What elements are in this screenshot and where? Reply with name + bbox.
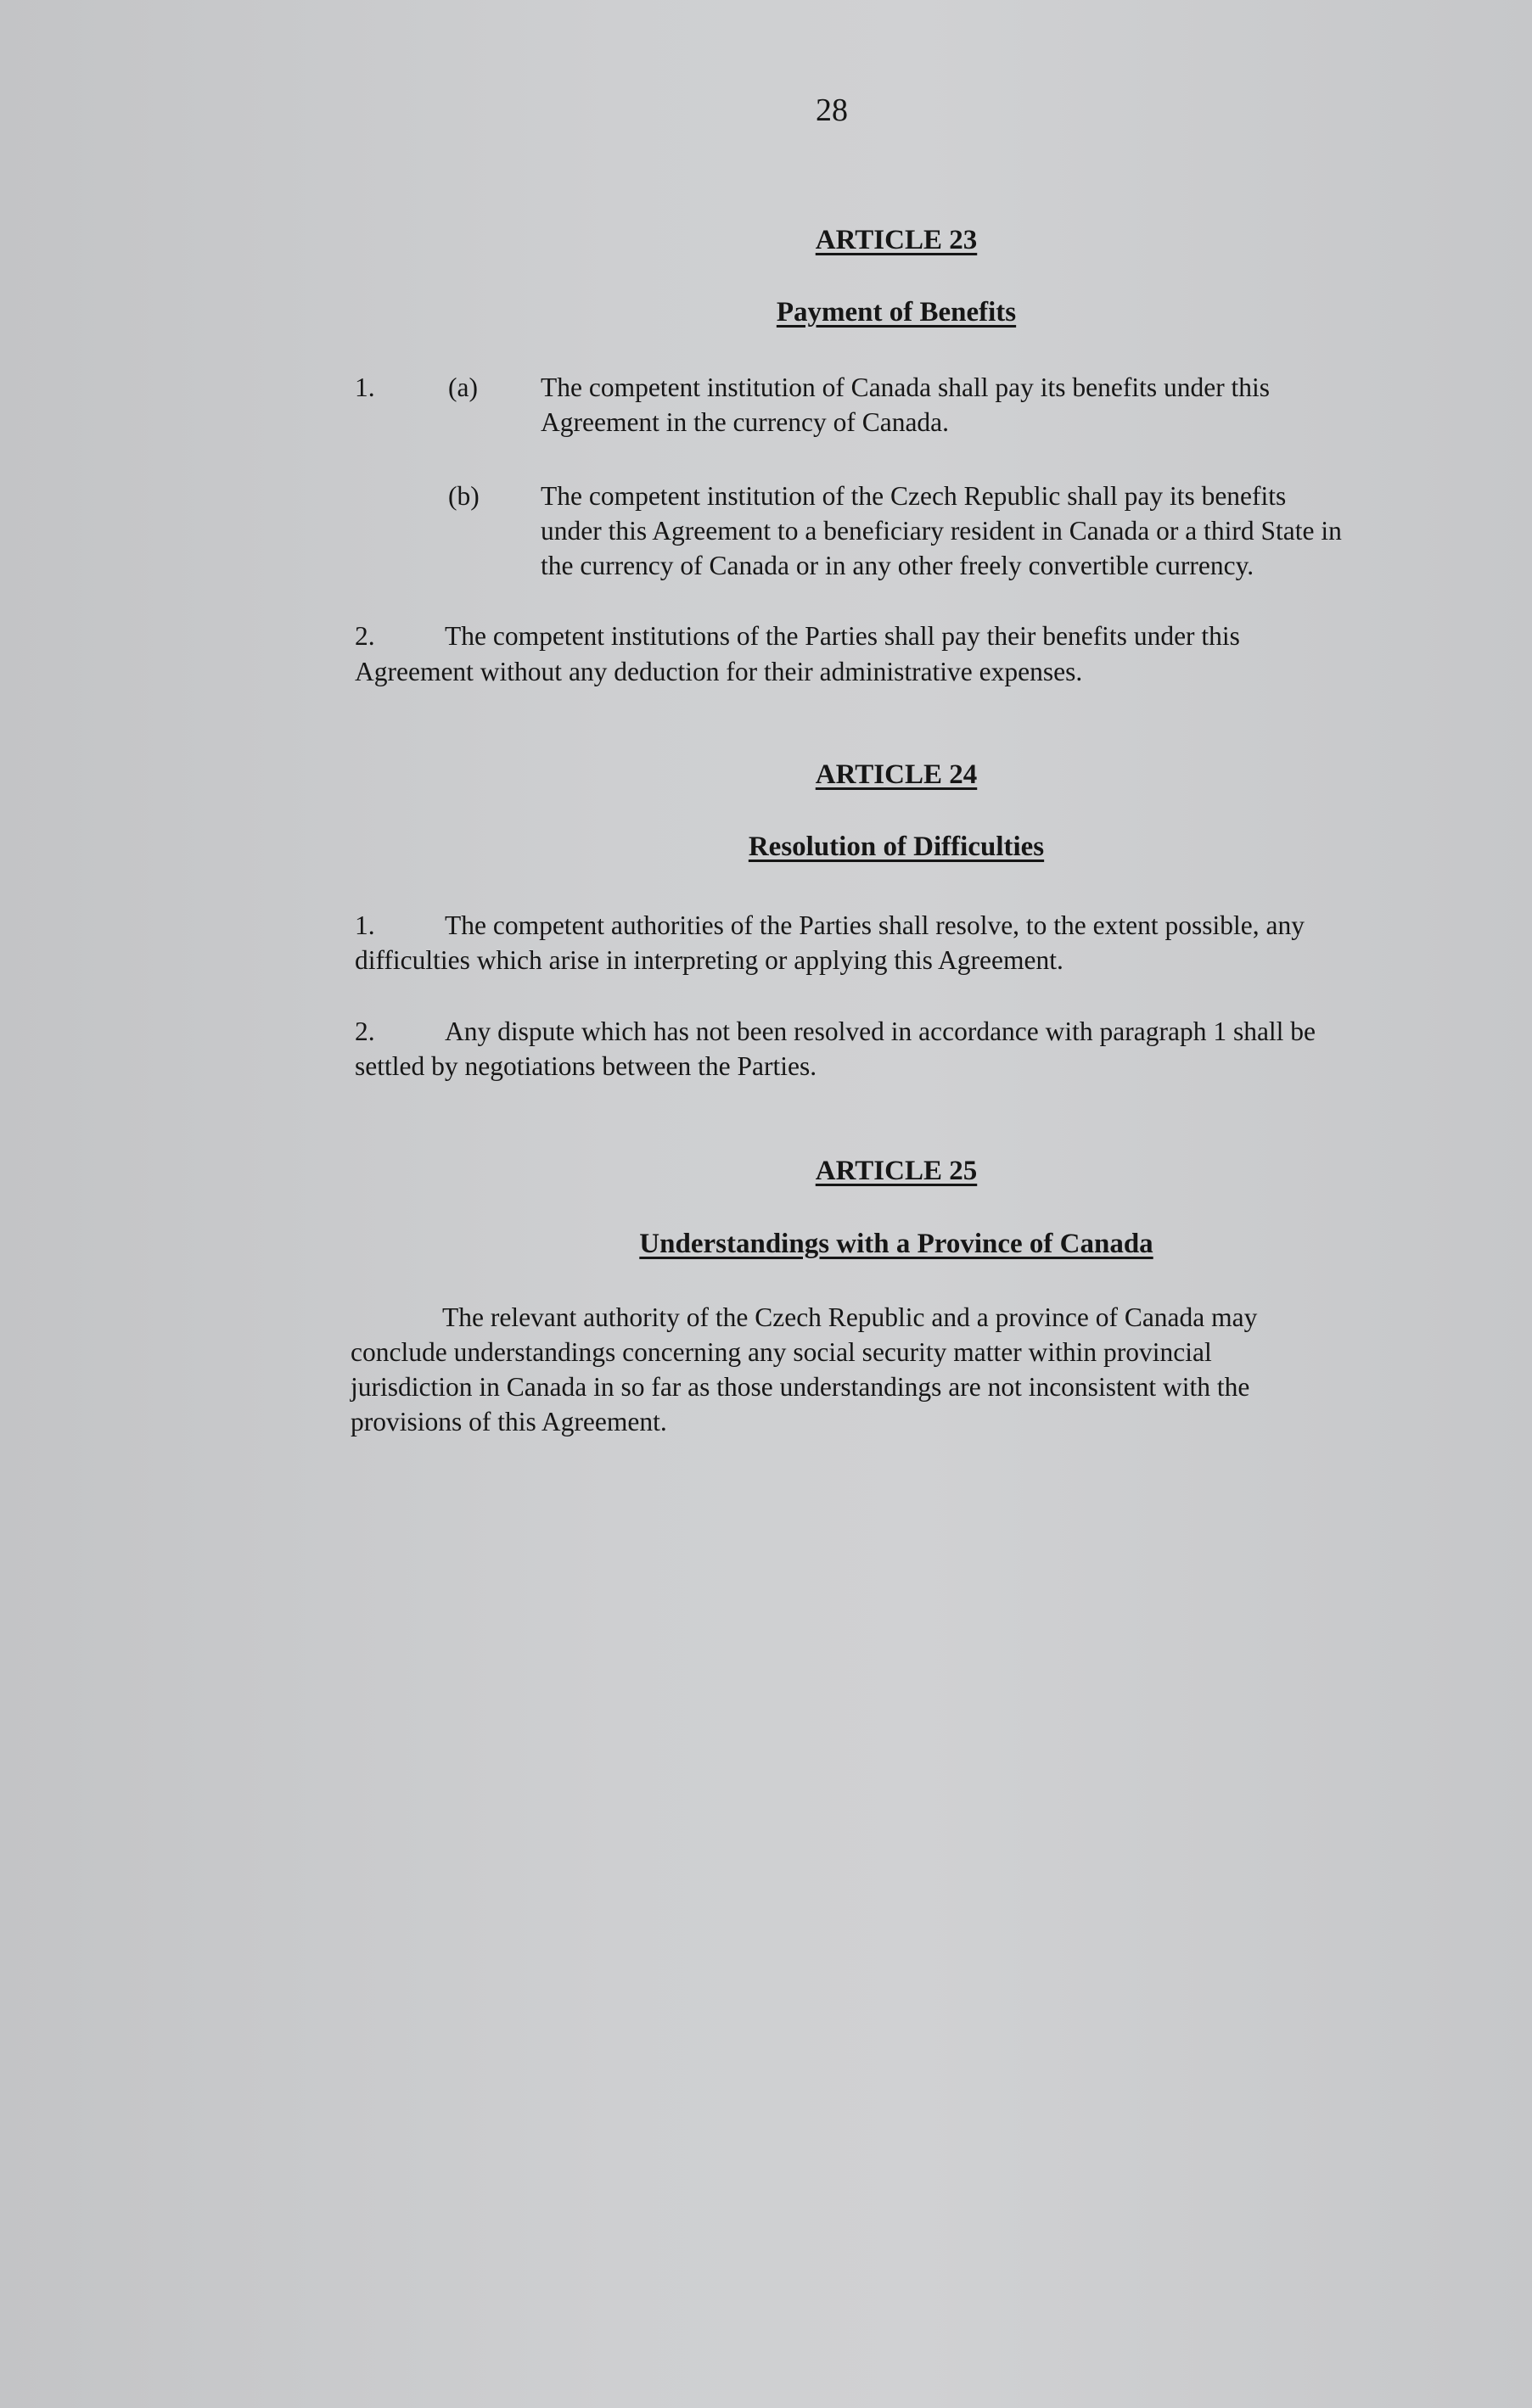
article-23-title: ARTICLE 23 — [815, 225, 978, 255]
article-25-para-line-1: The relevant authority of the Czech Republic and a province of Canada may — [442, 1302, 1258, 1332]
article-23-para-1a-label: (a) — [448, 372, 478, 402]
article-25-title: ARTICLE 25 — [815, 1156, 978, 1186]
article-24-para-1-number: 1. — [355, 910, 375, 940]
article-25-para-line-3: jurisdiction in Canada in so far as those understandings are not inconsistent with the — [351, 1372, 1250, 1402]
article-24-subtitle: Resolution of Difficulties — [748, 832, 1045, 862]
article-25-para-line-4: provisions of this Agreement. — [351, 1407, 667, 1436]
article-23-para-1-number: 1. — [355, 372, 375, 402]
article-24-para-1-line-2: difficulties which arise in interpreting or applying this Agreement. — [355, 945, 1063, 975]
article-23-para-1a-line-2: Agreement in the currency of Canada. — [541, 407, 950, 437]
article-23-subtitle: Payment of Benefits — [776, 297, 1017, 328]
article-24-para-2-line-1: Any dispute which has not been resolved in accordance with paragraph 1 shall be — [445, 1016, 1316, 1046]
article-23-para-2-line-1: The competent institutions of the Parties shall pay their benefits under this — [445, 621, 1240, 651]
article-23-para-1a-line-1: The competent institution of Canada shall pay its benefits under this — [541, 372, 1271, 402]
article-23-para-2-line-2: Agreement without any deduction for their administrative expenses. — [355, 657, 1083, 686]
article-24-para-2-number: 2. — [355, 1016, 375, 1046]
article-23-para-1b-line-3: the currency of Canada or in any other freely convertible currency. — [541, 551, 1254, 580]
article-25-subtitle: Understandings with a Province of Canada — [639, 1229, 1153, 1259]
article-24-title: ARTICLE 24 — [815, 759, 978, 790]
article-24-para-1-line-1: The competent authorities of the Parties shall resolve, to the extent possible, any — [445, 910, 1305, 940]
article-23-para-1b-line-2: under this Agreement to a beneficiary resident in Canada or a third State in — [541, 516, 1342, 546]
article-25-para-line-2: conclude understandings concerning any social security matter within provincial — [351, 1337, 1212, 1367]
article-23-para-2-number: 2. — [355, 621, 375, 651]
article-23-para-1b-line-1: The competent institution of the Czech Republic shall pay its benefits — [541, 481, 1287, 511]
article-23-para-1b-label: (b) — [448, 481, 480, 511]
page-number: 28 — [816, 92, 848, 128]
article-24-para-2-line-2: settled by negotiations between the Parties. — [355, 1051, 817, 1081]
